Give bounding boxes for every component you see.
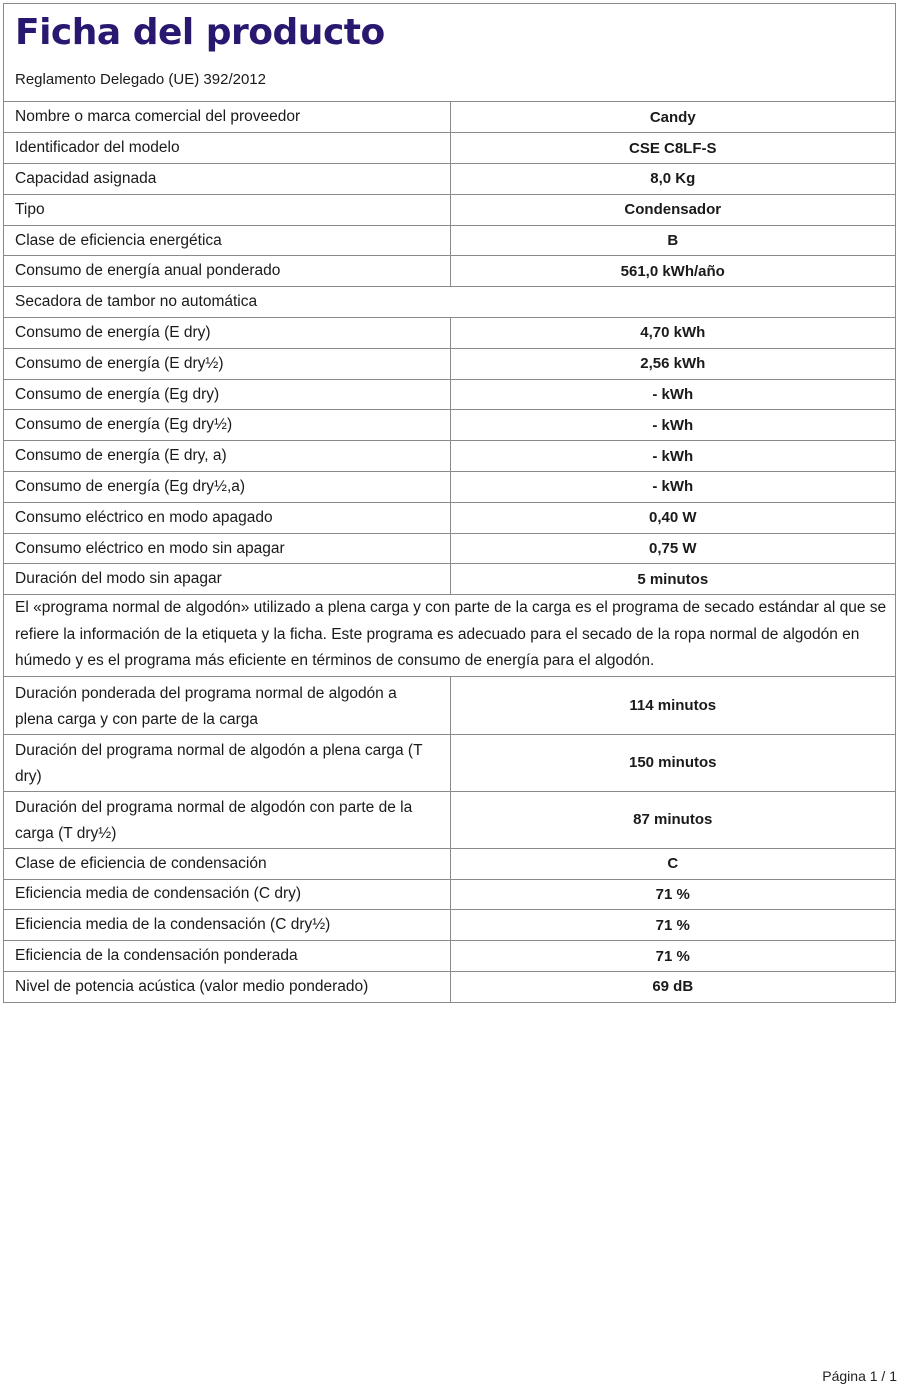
row-value: 71 % (450, 941, 895, 972)
row-label: Nombre o marca comercial del proveedor (4, 102, 450, 133)
row-label: Eficiencia media de la condensación (C dry½) (4, 910, 450, 941)
table-row (4, 879, 895, 910)
row-value: CSE C8LF-S (450, 133, 895, 164)
row-label: Duración del programa normal de algodón con parte de la carga (T dry½) (4, 791, 450, 848)
table-row (4, 318, 895, 349)
table-row (4, 910, 895, 941)
row-value: - kWh (450, 441, 895, 472)
table-row (4, 256, 895, 287)
spec-table-bottom (4, 677, 895, 1002)
section-row-non-automatic (4, 287, 895, 318)
table-row (4, 941, 895, 972)
table-row (4, 194, 895, 225)
row-label: Consumo de energía anual ponderado (4, 256, 450, 287)
row-label: Consumo de energía (Eg dry) (4, 379, 450, 410)
row-value: 2,56 kWh (450, 348, 895, 379)
row-value: 0,40 W (450, 502, 895, 533)
table-row (4, 348, 895, 379)
row-label: Nivel de potencia acústica (valor medio ponderado) (4, 971, 450, 1002)
table-row (4, 472, 895, 503)
row-value: C (450, 848, 895, 879)
row-label: Consumo de energía (Eg dry½) (4, 410, 450, 441)
row-value: 150 minutos (450, 734, 895, 791)
row-value: 5 minutos (450, 564, 895, 595)
table-row (4, 564, 895, 595)
row-value: - kWh (450, 410, 895, 441)
row-value: 4,70 kWh (450, 318, 895, 349)
program-note: El «programa normal de algodón» utilizado a plena carga y con parte de la carga es el programa de secado estándar al que se refiere la información de la etiqueta y la ficha. Este programa es adecuado para el secado de la ropa normal de algodón en húmedo y es el programa más eficiente en términos de consumo de energía para el algodón. (4, 595, 895, 677)
title-block (4, 4, 895, 102)
row-label: Eficiencia de la condensación ponderada (4, 941, 450, 972)
row-label: Clase de eficiencia energética (4, 225, 450, 256)
table-row (4, 441, 895, 472)
table-row (4, 164, 895, 195)
table-row (4, 971, 895, 1002)
table-row (4, 102, 895, 133)
table-row (4, 379, 895, 410)
row-value: 8,0 Kg (450, 164, 895, 195)
row-label: Consumo de energía (E dry, a) (4, 441, 450, 472)
row-label: Identificador del modelo (4, 133, 450, 164)
table-row (4, 133, 895, 164)
row-value: 87 minutos (450, 791, 895, 848)
table-row (4, 502, 895, 533)
page-number: Página 1 / 1 (822, 1368, 897, 1384)
page-title: Ficha del producto (15, 12, 385, 53)
row-value: Condensador (450, 194, 895, 225)
row-label: Consumo de energía (Eg dry½,a) (4, 472, 450, 503)
row-value: Candy (450, 102, 895, 133)
row-label: Consumo eléctrico en modo apagado (4, 502, 450, 533)
row-label: Capacidad asignada (4, 164, 450, 195)
table-row (4, 410, 895, 441)
row-label: Duración del programa normal de algodón a plena carga (T dry) (4, 734, 450, 791)
table-row (4, 791, 895, 848)
row-value: 114 minutos (450, 677, 895, 734)
row-value: 71 % (450, 910, 895, 941)
table-row (4, 225, 895, 256)
regulation-subtitle: Reglamento Delegado (UE) 392/2012 (15, 71, 266, 88)
table-row (4, 848, 895, 879)
row-value: - kWh (450, 472, 895, 503)
row-value: 71 % (450, 879, 895, 910)
table-row (4, 533, 895, 564)
row-label: Consumo de energía (E dry) (4, 318, 450, 349)
row-label: Duración ponderada del programa normal de algodón a plena carga y con parte de la carga (4, 677, 450, 734)
row-value: - kWh (450, 379, 895, 410)
row-label: Consumo eléctrico en modo sin apagar (4, 533, 450, 564)
row-value: B (450, 225, 895, 256)
row-value: 69 dB (450, 971, 895, 1002)
row-label: Consumo de energía (E dry½) (4, 348, 450, 379)
section-label: Secadora de tambor no automática (4, 287, 895, 318)
spec-table-top (4, 102, 895, 595)
row-label: Eficiencia media de condensación (C dry) (4, 879, 450, 910)
row-label: Clase de eficiencia de condensación (4, 848, 450, 879)
table-row (4, 677, 895, 734)
table-row (4, 734, 895, 791)
row-label: Duración del modo sin apagar (4, 564, 450, 595)
row-value: 0,75 W (450, 533, 895, 564)
row-value: 561,0 kWh/año (450, 256, 895, 287)
product-sheet (3, 3, 896, 1003)
row-label: Tipo (4, 194, 450, 225)
